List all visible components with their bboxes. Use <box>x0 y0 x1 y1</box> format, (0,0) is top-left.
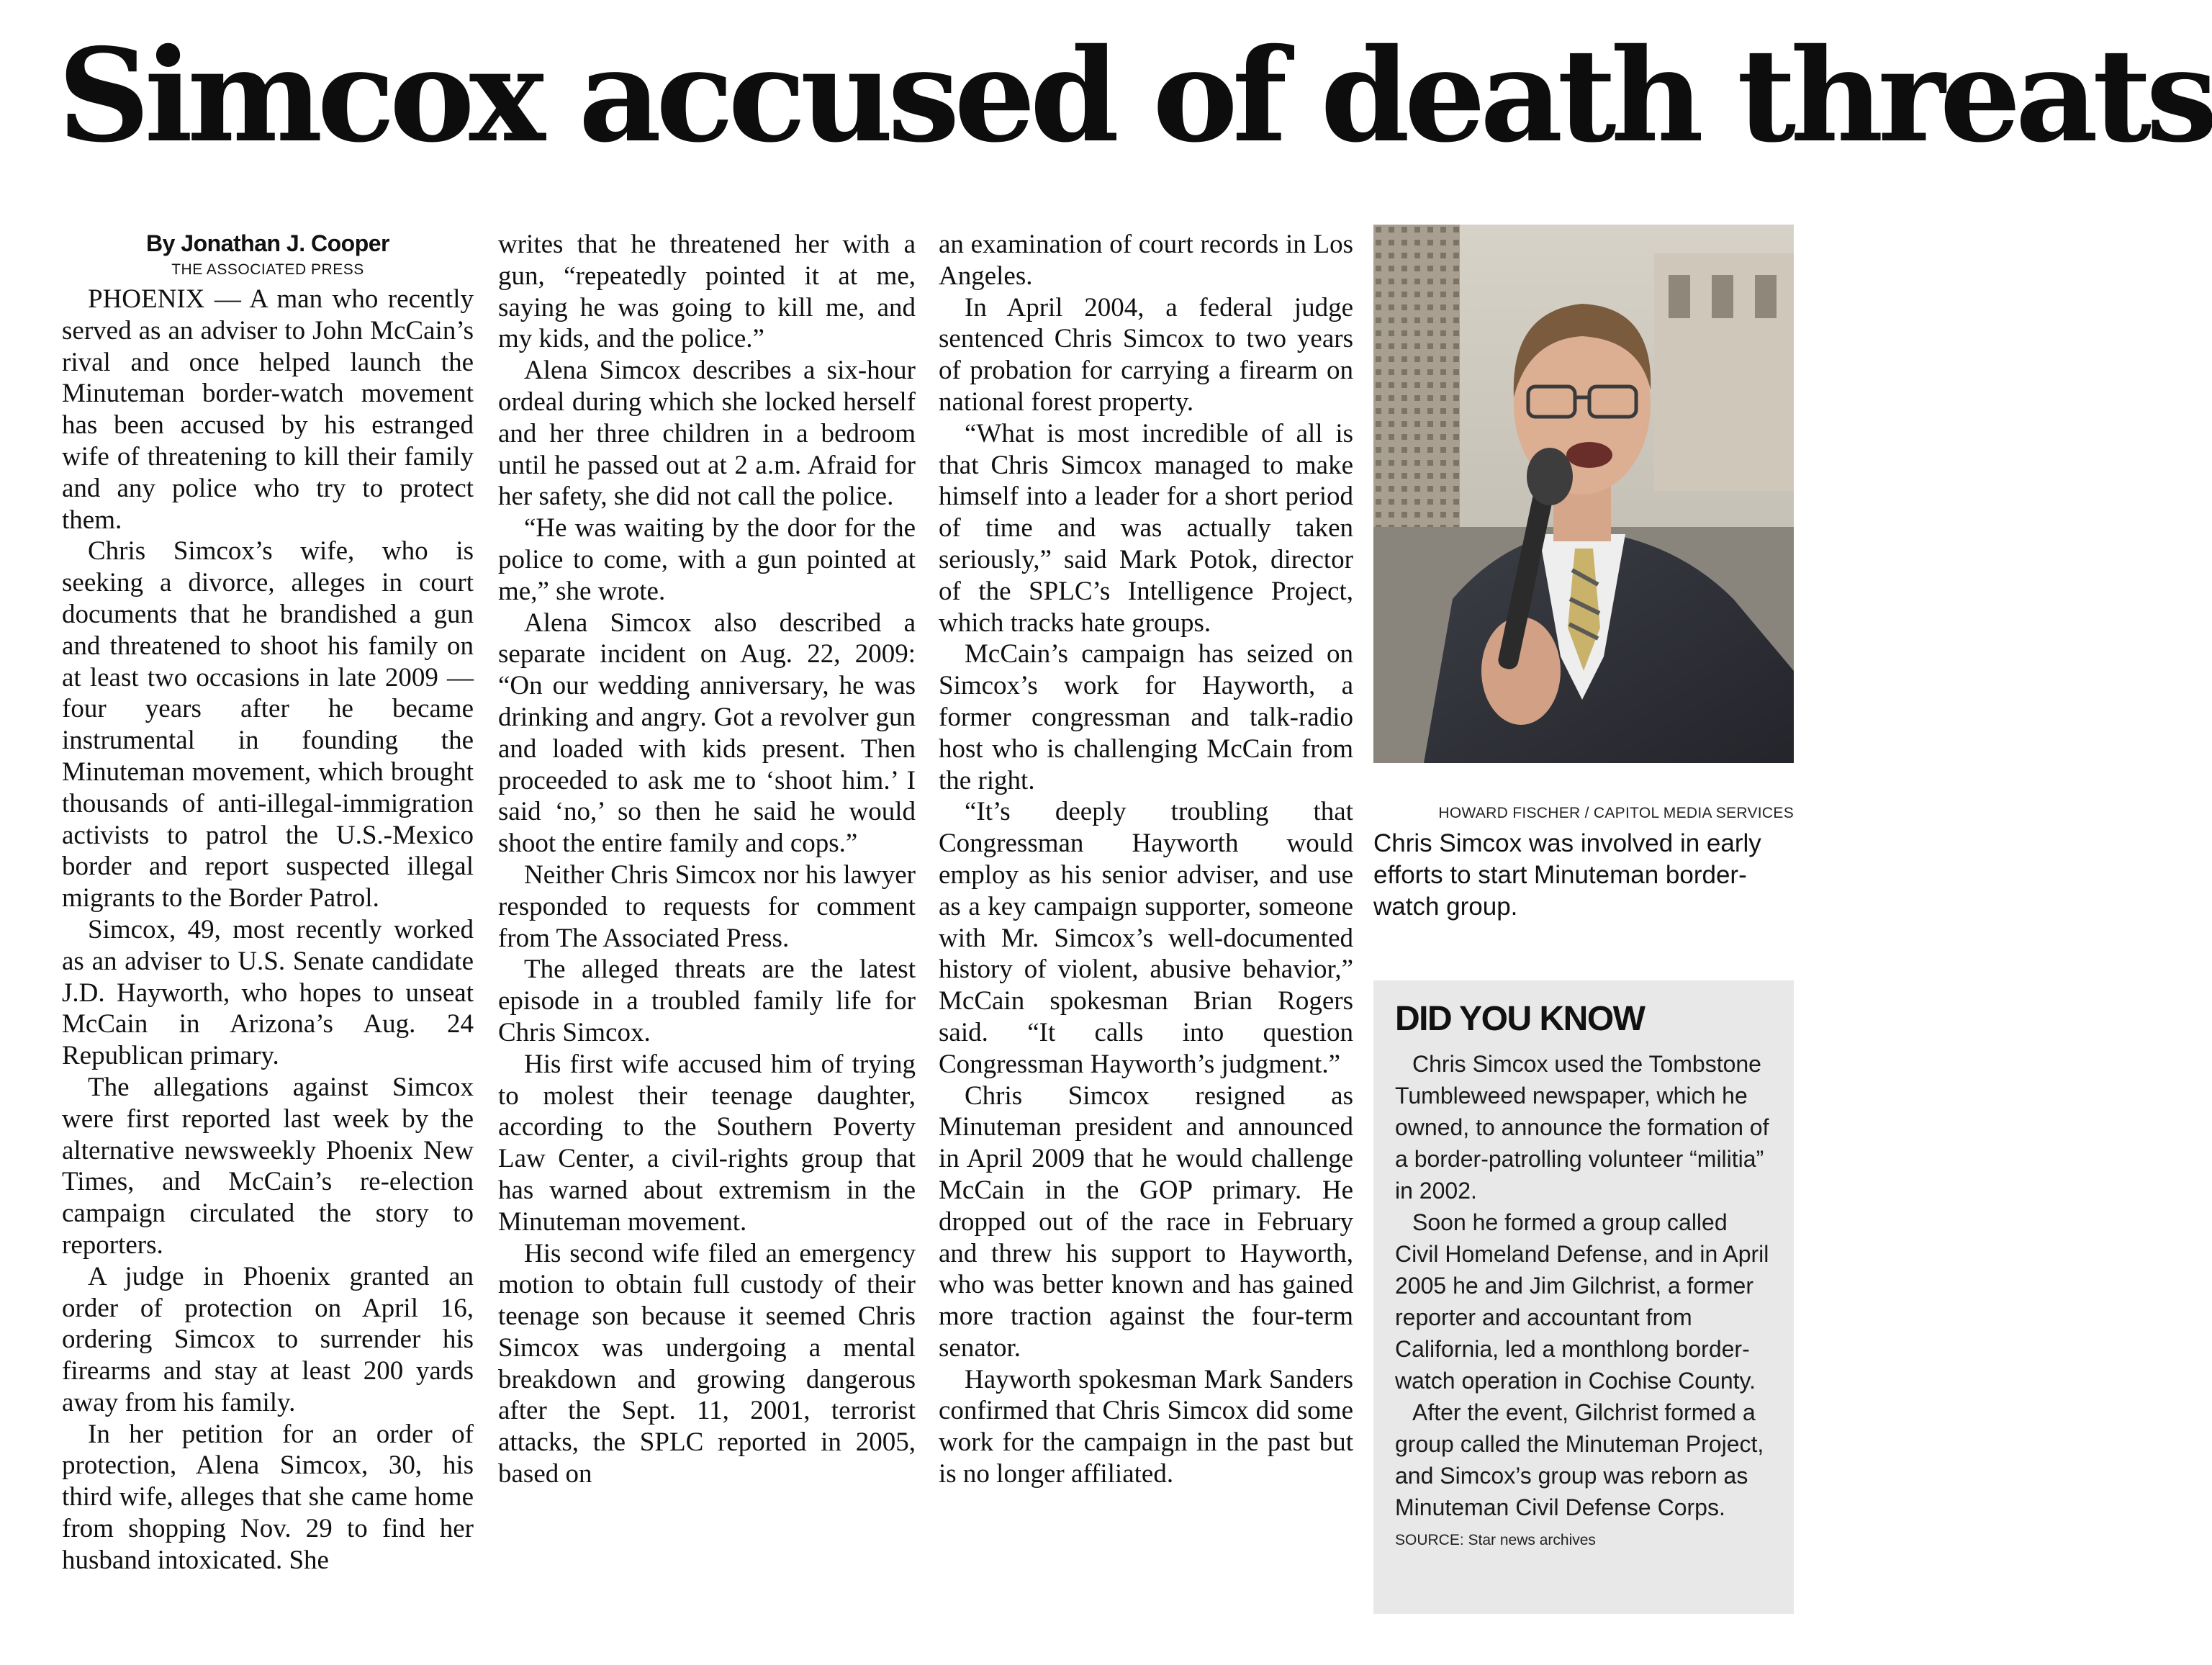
paragraph: “What is most incredible of all is that Chris Simcox managed to make himself into a leader for a short period of time and was actually taken seriously,” said Mark Potok, director of the SPLC’s Intelligence Project, which tracks hate groups. <box>939 418 1353 638</box>
paragraph: Simcox, 49, most recently worked as an adviser to U.S. Senate candidate J.D. Hayworth, who hopes to unseat McCain in Arizona’s Aug. 24 Republican primary. <box>62 914 474 1071</box>
did-you-know-sidebar <box>1373 980 1794 1614</box>
sidebar-paragraph: Chris Simcox used the Tombstone Tumbleweed newspaper, which he owned, to announce the formation of a border-patrolling volunteer “militia” in 2002. <box>1395 1051 1769 1204</box>
article-column-1 <box>62 229 474 1576</box>
sidebar-title: DID YOU KNOW <box>1395 1000 1645 1038</box>
paragraph: Alena Simcox describes a six-hour ordeal during which she locked herself and her three children in a bedroom until he passed out at 2 a.m. Afraid for her safety, she did not call the police. <box>498 356 916 512</box>
paragraph: In April 2004, a federal judge sentenced Chris Simcox to two years of probation for carrying a firearm on national forest property. <box>939 292 1353 417</box>
sidebar-source: SOURCE: Star news archives <box>1395 1532 1596 1548</box>
photo-credit: HOWARD FISCHER / CAPITOL MEDIA SERVICES <box>1438 805 1794 821</box>
paragraph: Alena Simcox also described a separate incident on Aug. 22, 2009: “On our wedding anniversary, he was drinking and angry. Got a revolver gun and loaded with kids present. Then proceeded to ask me to ‘shoot him.’ I said ‘no,’ so then he said he would shoot the entire family and cops.” <box>498 608 916 859</box>
sidebar-paragraph: Soon he formed a group called Civil Homeland Defense, and in April 2005 he and Jim Gilchrist, a former reporter and accountant from California, led a monthlong border-watch operation in Cochise County. <box>1395 1209 1769 1394</box>
paragraph: Chris Simcox’s wife, who is seeking a divorce, alleges in court documents that he brandished a gun and threatened to shoot his family on at least two occasions in late 2009 — four years after he became instrumental in founding the Minuteman movement, which brought thousands of anti-illegal-immigration activists to patrol the U.S.-Mexico border and report suspected illegal migrants to the Border Patrol. <box>62 536 474 913</box>
paragraph: writes that he threatened her with a gun, “repeatedly pointed it at me, saying he was going to kill me, and my kids, and the police.” <box>498 230 916 354</box>
byline-agency: THE ASSOCIATED PRESS <box>171 261 364 278</box>
paragraph: The allegations against Simcox were first reported last week by the alternative newsweekly Phoenix New Times, and McCain’s re-election campaign circulated the story to reporters. <box>62 1072 474 1260</box>
article-column-3 <box>939 229 1353 1490</box>
paragraph: The alleged threats are the latest episode in a troubled family life for Chris Simcox. <box>498 955 916 1047</box>
byline-author: By Jonathan J. Cooper <box>146 230 389 256</box>
paragraph: His second wife filed an emergency motion to obtain full custody of their teenage son because it seemed Chris Simcox was undergoing a mental breakdown and growing dangerous after the Sept. 11, 2001, terrorist attacks, the SPLC reported in 2005, based on <box>498 1238 916 1489</box>
paragraph: Chris Simcox resigned as Minuteman president and announced in April 2009 that he would challenge McCain in the GOP primary. He dropped out of the race in February and threw his support to Hayworth, who was better known and has gained more traction against the four-term senator. <box>939 1080 1353 1363</box>
article-column-2 <box>498 229 916 1490</box>
paragraph: an examination of court records in Los Angeles. <box>939 230 1353 291</box>
paragraph: “He was waiting by the door for the police to come, with a gun pointed at me,” she wrote. <box>498 513 916 606</box>
sidebar-body <box>1395 1048 1777 1523</box>
paragraph: McCain’s campaign has seized on Simcox’s work for Hayworth, a former congressman and talk-radio host who is challenging McCain from the right. <box>939 639 1353 795</box>
paragraph: Hayworth spokesman Mark Sanders confirmed that Chris Simcox did some work for the campaign in the past but is no longer affiliated. <box>939 1364 1353 1489</box>
paragraph: A judge in Phoenix granted an order of protection on April 16, ordering Simcox to surrender his firearms and stay at least 200 yards away from his family. <box>62 1261 474 1417</box>
paragraph: Neither Chris Simcox nor his lawyer responded to requests for comment from The Associated Press. <box>498 859 916 953</box>
news-photo <box>1373 225 1794 763</box>
paragraph: His first wife accused him of trying to molest their teenage daughter, according to the Southern Poverty Law Center, a civil-rights group that has warned about extremism in the Minuteman movement. <box>498 1049 916 1237</box>
sidebar-paragraph: After the event, Gilchrist formed a group called the Minuteman Project, and Simcox’s group was reborn as Minuteman Civil Defense Corps. <box>1395 1399 1764 1520</box>
headline: Simcox accused of death threats <box>58 20 2212 171</box>
photo-caption: Chris Simcox was involved in early efforts to start Minuteman border-watch group. <box>1373 829 1761 921</box>
paragraph: PHOENIX — A man who recently served as an adviser to John McCain’s rival and once helped launch the Minuteman border-watch movement has been accused by his estranged wife of threatening to kill their family and any police who try to protect them. <box>62 284 474 535</box>
paragraph: “It’s deeply troubling that Congressman Hayworth would employ as his senior adviser, and use as a key campaign supporter, someone with Mr. Simcox’s well-documented history of violent, abusive behavior,” McCain spokesman Brian Rogers said. “It calls into question Congressman Hayworth’s judgment.” <box>939 797 1353 1079</box>
paragraph: In her petition for an order of protection, Alena Simcox, 30, his third wife, alleges that she came home from shopping Nov. 29 to find her husband intoxicated. She <box>62 1419 474 1575</box>
